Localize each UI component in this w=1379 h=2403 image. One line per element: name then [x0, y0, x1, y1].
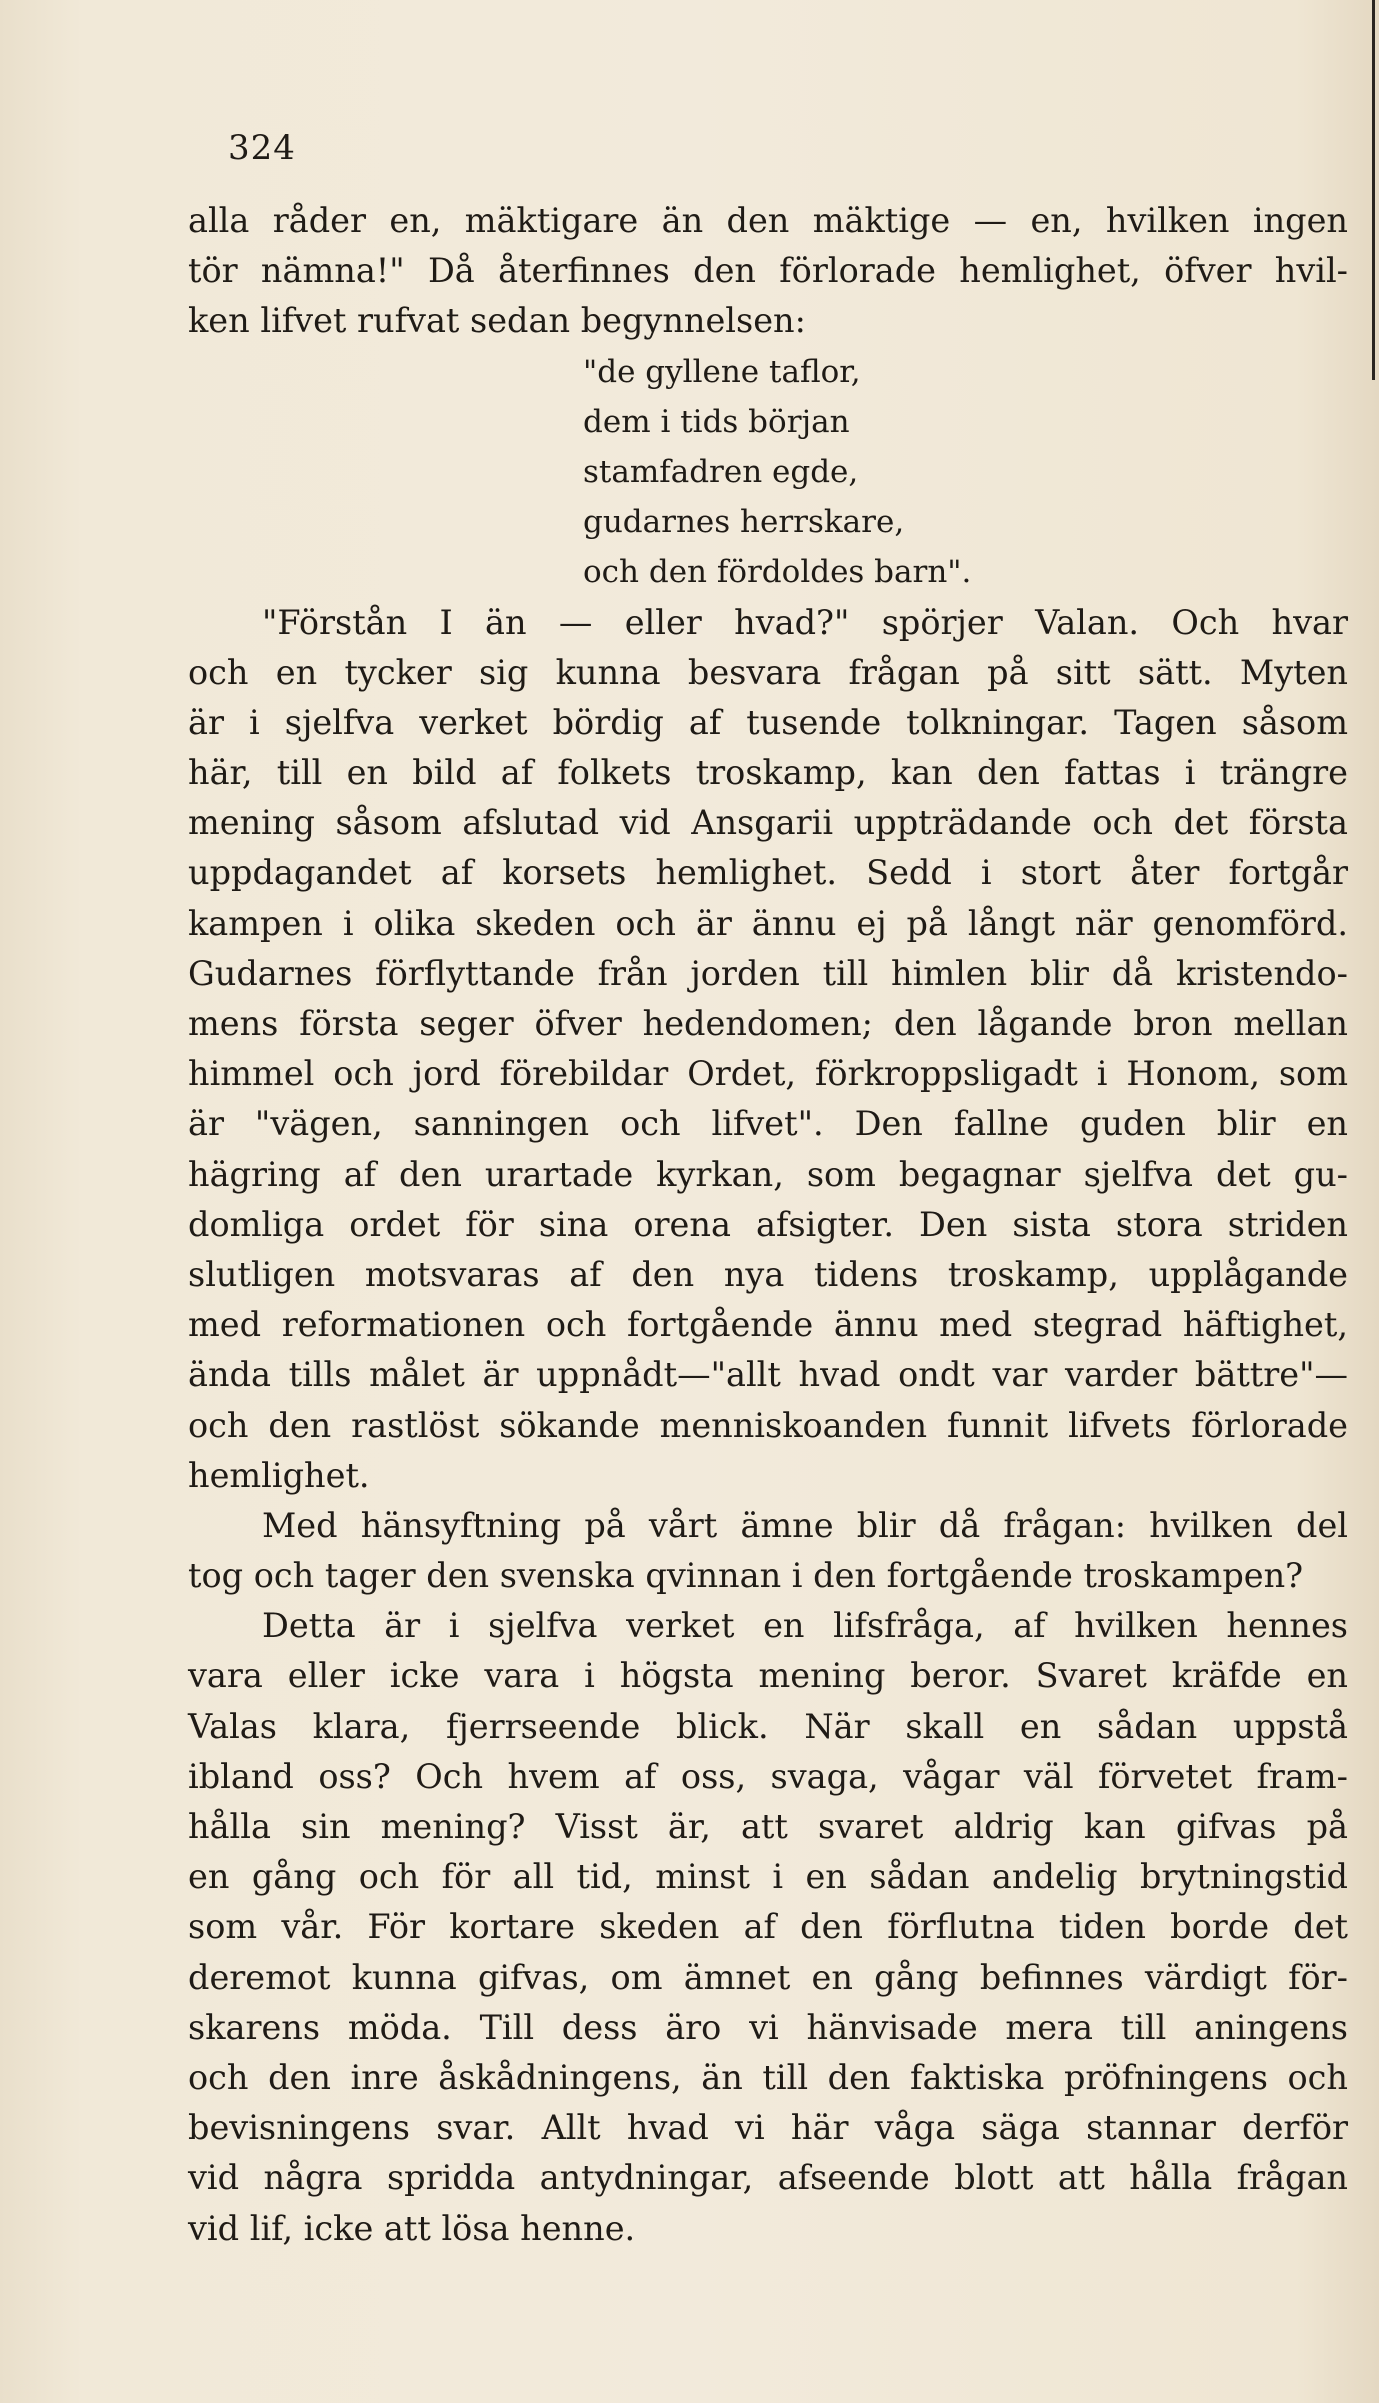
poem-line: stamfadren egde,	[583, 453, 859, 490]
text-line: hemlighet.	[188, 1455, 370, 1495]
text-line: tog och tager den svenska qvinnan i den fortgående troskampen?	[188, 1556, 1304, 1596]
paragraph-start-line: Med hänsyftning på vårt ämne blir då frågan: hvilken del	[262, 1505, 1348, 1545]
text-line: som vår. För kortare skeden af den förflutna tiden borde det	[188, 1907, 1348, 1947]
text-line: mening såsom afslutad vid Ansgarii uppträdande och det första	[188, 803, 1348, 843]
text-line: mens första seger öfver hedendomen; den lågande bron mellan	[188, 1004, 1348, 1043]
text-line: kampen i olika skeden och är ännu ej på långt när genomförd.	[188, 903, 1348, 943]
text-line: domliga ordet för sina orena afsigter. Den sista stora striden	[188, 1204, 1348, 1244]
text-line: slutligen motsvaras af den nya tidens troskamp, upplågande	[188, 1254, 1348, 1294]
text-line: ända tills målet är uppnådt—"allt hvad ondt var varder bättre"—	[188, 1355, 1348, 1395]
text-line: ken lifvet rufvat sedan begynnelsen:	[188, 301, 806, 341]
page-edge-line	[1372, 0, 1375, 380]
text-line: en gång och för all tid, minst i en sådan andelig brytningstid	[188, 1857, 1348, 1897]
text-line: himmel och jord förebildar Ordet, förkroppsligadt i Honom, som	[188, 1054, 1348, 1094]
text-line: här, till en bild af folkets troskamp, kan den fattas i trängre	[188, 753, 1348, 793]
text-line: vara eller icke vara i högsta mening beror. Svaret kräfde en	[188, 1656, 1348, 1696]
paragraph-start-line: Detta är i sjelfva verket en lifsfråga, af hvilken hennes	[262, 1606, 1348, 1646]
text-line: bevisningens svar. Allt hvad vi här våga säga stannar derför	[188, 2108, 1348, 2148]
poem-line: gudarnes herrskare,	[583, 504, 905, 541]
text-line: är "vägen, sanningen och lifvet". Den fallne guden blir en	[188, 1104, 1348, 1144]
text-line: med reformationen och fortgående ännu med stegrad häftighet,	[188, 1305, 1348, 1345]
text-line: Gudarnes förflyttande från jorden till himlen blir då kristendo-	[188, 953, 1348, 993]
text-line: alla råder en, mäktigare än den mäktige — en, hvilken ingen	[188, 201, 1348, 240]
poem-line: dem i tids början	[583, 403, 850, 440]
poem-line: "de gyllene taflor,	[583, 353, 861, 390]
text-line: och den inre åskådningens, än till den faktiska pröfningens och	[188, 2057, 1348, 2097]
text-line: uppdagandet af korsets hemlighet. Sedd i stort åter fortgår	[188, 853, 1348, 893]
page-number: 324	[228, 128, 296, 168]
text-line: deremot kunna gifvas, om ämnet en gång befinnes värdigt för-	[188, 1957, 1348, 1997]
text-line: vid några spridda antydningar, afseende blott att hålla frågan	[188, 2158, 1348, 2198]
text-line: tör nämna!" Då återfinnes den förlorade hemlighet, öfver hvil-	[188, 251, 1348, 291]
text-line: vid lif, icke att lösa henne.	[188, 2208, 636, 2248]
text-line: och en tycker sig kunna besvara frågan på sitt sätt. Myten	[188, 652, 1348, 692]
body-text	[188, 196, 1348, 2254]
text-line: och den rastlöst sökande menniskoanden funnit lifvets förlorade	[188, 1405, 1348, 1445]
text-line: hägring af den urartade kyrkan, som begagnar sjelfva det gu-	[188, 1154, 1348, 1194]
poem-line: och den fördoldes barn".	[583, 554, 972, 591]
text-line: ibland oss? Och hvem af oss, svaga, vågar väl förvetet fram-	[188, 1756, 1348, 1796]
text-line: är i sjelfva verket bördig af tusende tolkningar. Tagen såsom	[188, 702, 1348, 742]
text-line: skarens möda. Till dess äro vi hänvisade mera till aningens	[188, 2007, 1348, 2047]
text-line: Valas klara, fjerrseende blick. När skall en sådan uppstå	[188, 1706, 1348, 1746]
text-line: hålla sin mening? Visst är, att svaret aldrig kan gifvas på	[188, 1807, 1348, 1846]
paragraph-start-line: "Förstån I än — eller hvad?" spörjer Valan. Och hvar	[262, 602, 1348, 642]
